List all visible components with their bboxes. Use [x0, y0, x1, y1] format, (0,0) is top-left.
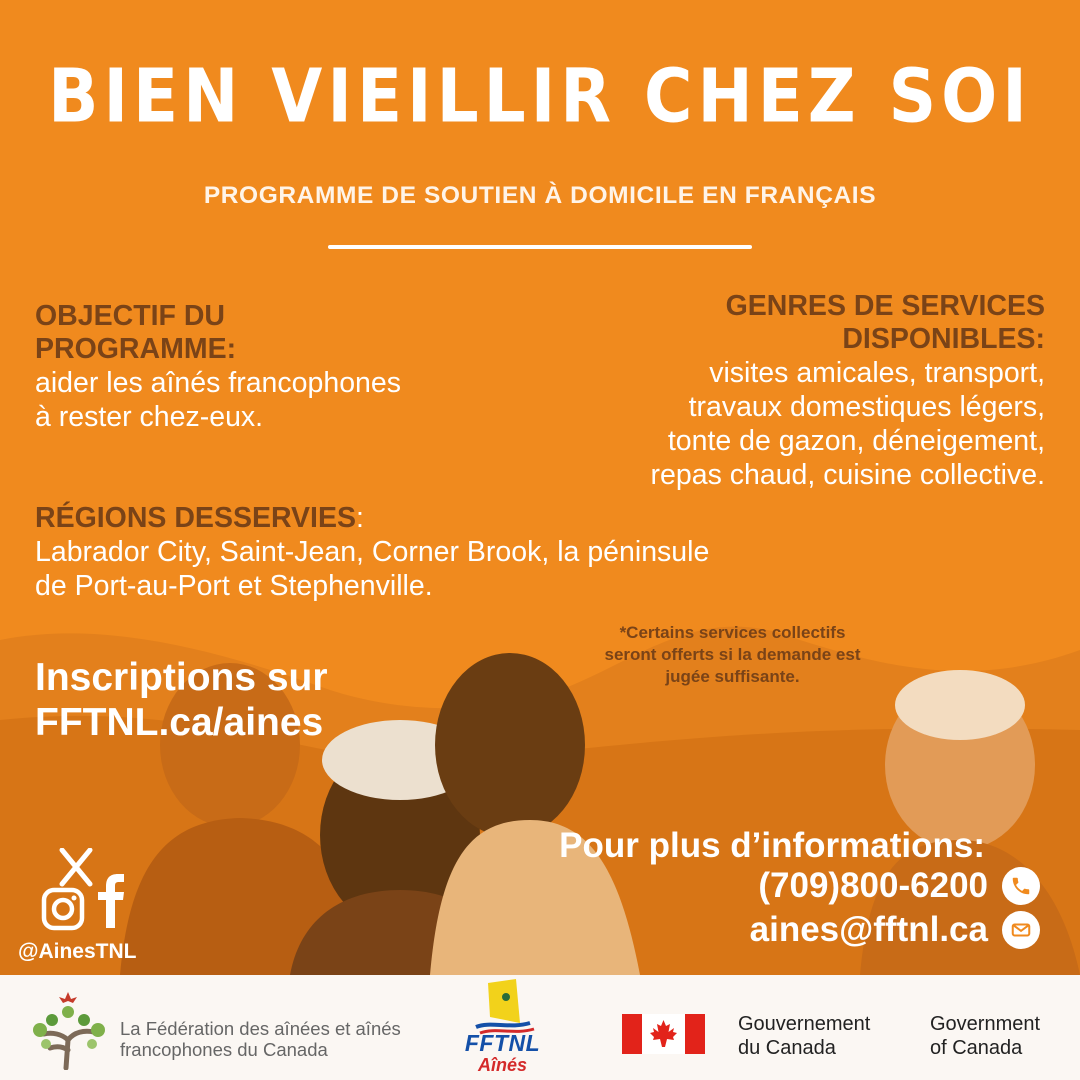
services-section — [485, 290, 1045, 492]
social-handle[interactable]: @AinesTNL — [18, 940, 137, 963]
regions-body-line2: de Port-au-Port et Stephenville. — [35, 570, 433, 602]
phone-icon — [1002, 867, 1040, 905]
objective-body-line2: à rester chez-eux. — [35, 401, 264, 433]
registration-link[interactable]: FFTNL.ca/aines — [35, 701, 324, 744]
phone-row[interactable] — [758, 866, 1040, 906]
federation-line2: francophones du Canada — [120, 1039, 328, 1060]
services-line: visites amicales, transport, — [709, 357, 1045, 389]
x-icon[interactable] — [62, 850, 90, 884]
regions-heading: RÉGIONS DESSERVIES — [35, 502, 356, 534]
phone-number[interactable]: (709)800-6200 — [758, 866, 988, 905]
objective-body-line1: aider les aînés francophones — [35, 367, 401, 399]
footnote-line3: jugée suffisante. — [665, 667, 800, 686]
fftnl-logo — [450, 977, 555, 1080]
objective-heading-line1: OBJECTIF DU — [35, 300, 226, 332]
services-line: travaux domestiques légers, — [688, 391, 1045, 423]
social-icons — [40, 848, 130, 938]
mail-icon — [1002, 911, 1040, 949]
footnote — [560, 622, 905, 688]
fftnl-subtitle: Aînés — [477, 1055, 528, 1075]
contact-heading: Pour plus d’informations: — [559, 826, 985, 865]
registration-line1: Inscriptions sur — [35, 656, 328, 699]
regions-section — [35, 501, 935, 603]
services-heading-line1: GENRES DE SERVICES — [725, 290, 1045, 322]
federation-line1: La Fédération des aînées et aînés — [120, 1018, 401, 1039]
fftnl-sail-icon — [450, 977, 555, 1037]
objective-heading-line2: PROGRAMME: — [35, 333, 237, 365]
government-fr — [738, 1012, 870, 1060]
facebook-icon[interactable] — [98, 874, 124, 928]
gov-en-line1: Government — [930, 1013, 1041, 1035]
sponsor-footer — [0, 975, 1080, 1080]
gov-en-line2: of Canada — [930, 1037, 1023, 1059]
canada-flag-icon — [622, 1014, 705, 1054]
email-address[interactable]: aines@fftnl.ca — [749, 910, 988, 949]
services-heading-line2: DISPONIBLES: — [842, 323, 1045, 355]
instagram-icon[interactable] — [44, 890, 82, 928]
gov-fr-line2: du Canada — [738, 1037, 836, 1059]
federation-name — [120, 1018, 401, 1060]
title-divider — [328, 245, 752, 249]
regions-body-line1: Labrador City, Saint-Jean, Corner Brook, la péninsule — [35, 536, 710, 568]
registration-callout — [35, 655, 328, 745]
government-en — [930, 1012, 1040, 1060]
federation-tree-logo — [22, 990, 117, 1070]
page-subtitle: PROGRAMME DE SOUTIEN À DOMICILE EN FRANÇAIS — [203, 182, 877, 209]
footnote-line1: *Certains services collectifs — [619, 623, 846, 642]
email-row[interactable] — [750, 910, 1040, 950]
services-line: tonte de gazon, déneigement, — [667, 425, 1045, 457]
objective-section — [35, 300, 535, 434]
services-line: repas chaud, cuisine collective. — [650, 459, 1045, 491]
page-title: BIEN VIEILLIR CHEZ SOI — [48, 53, 1032, 140]
regions-colon: : — [356, 502, 364, 534]
fftnl-name: FFTNL — [464, 1030, 541, 1056]
gov-fr-line1: Gouvernement — [738, 1013, 871, 1035]
footnote-line2: seront offerts si la demande est — [604, 645, 861, 664]
